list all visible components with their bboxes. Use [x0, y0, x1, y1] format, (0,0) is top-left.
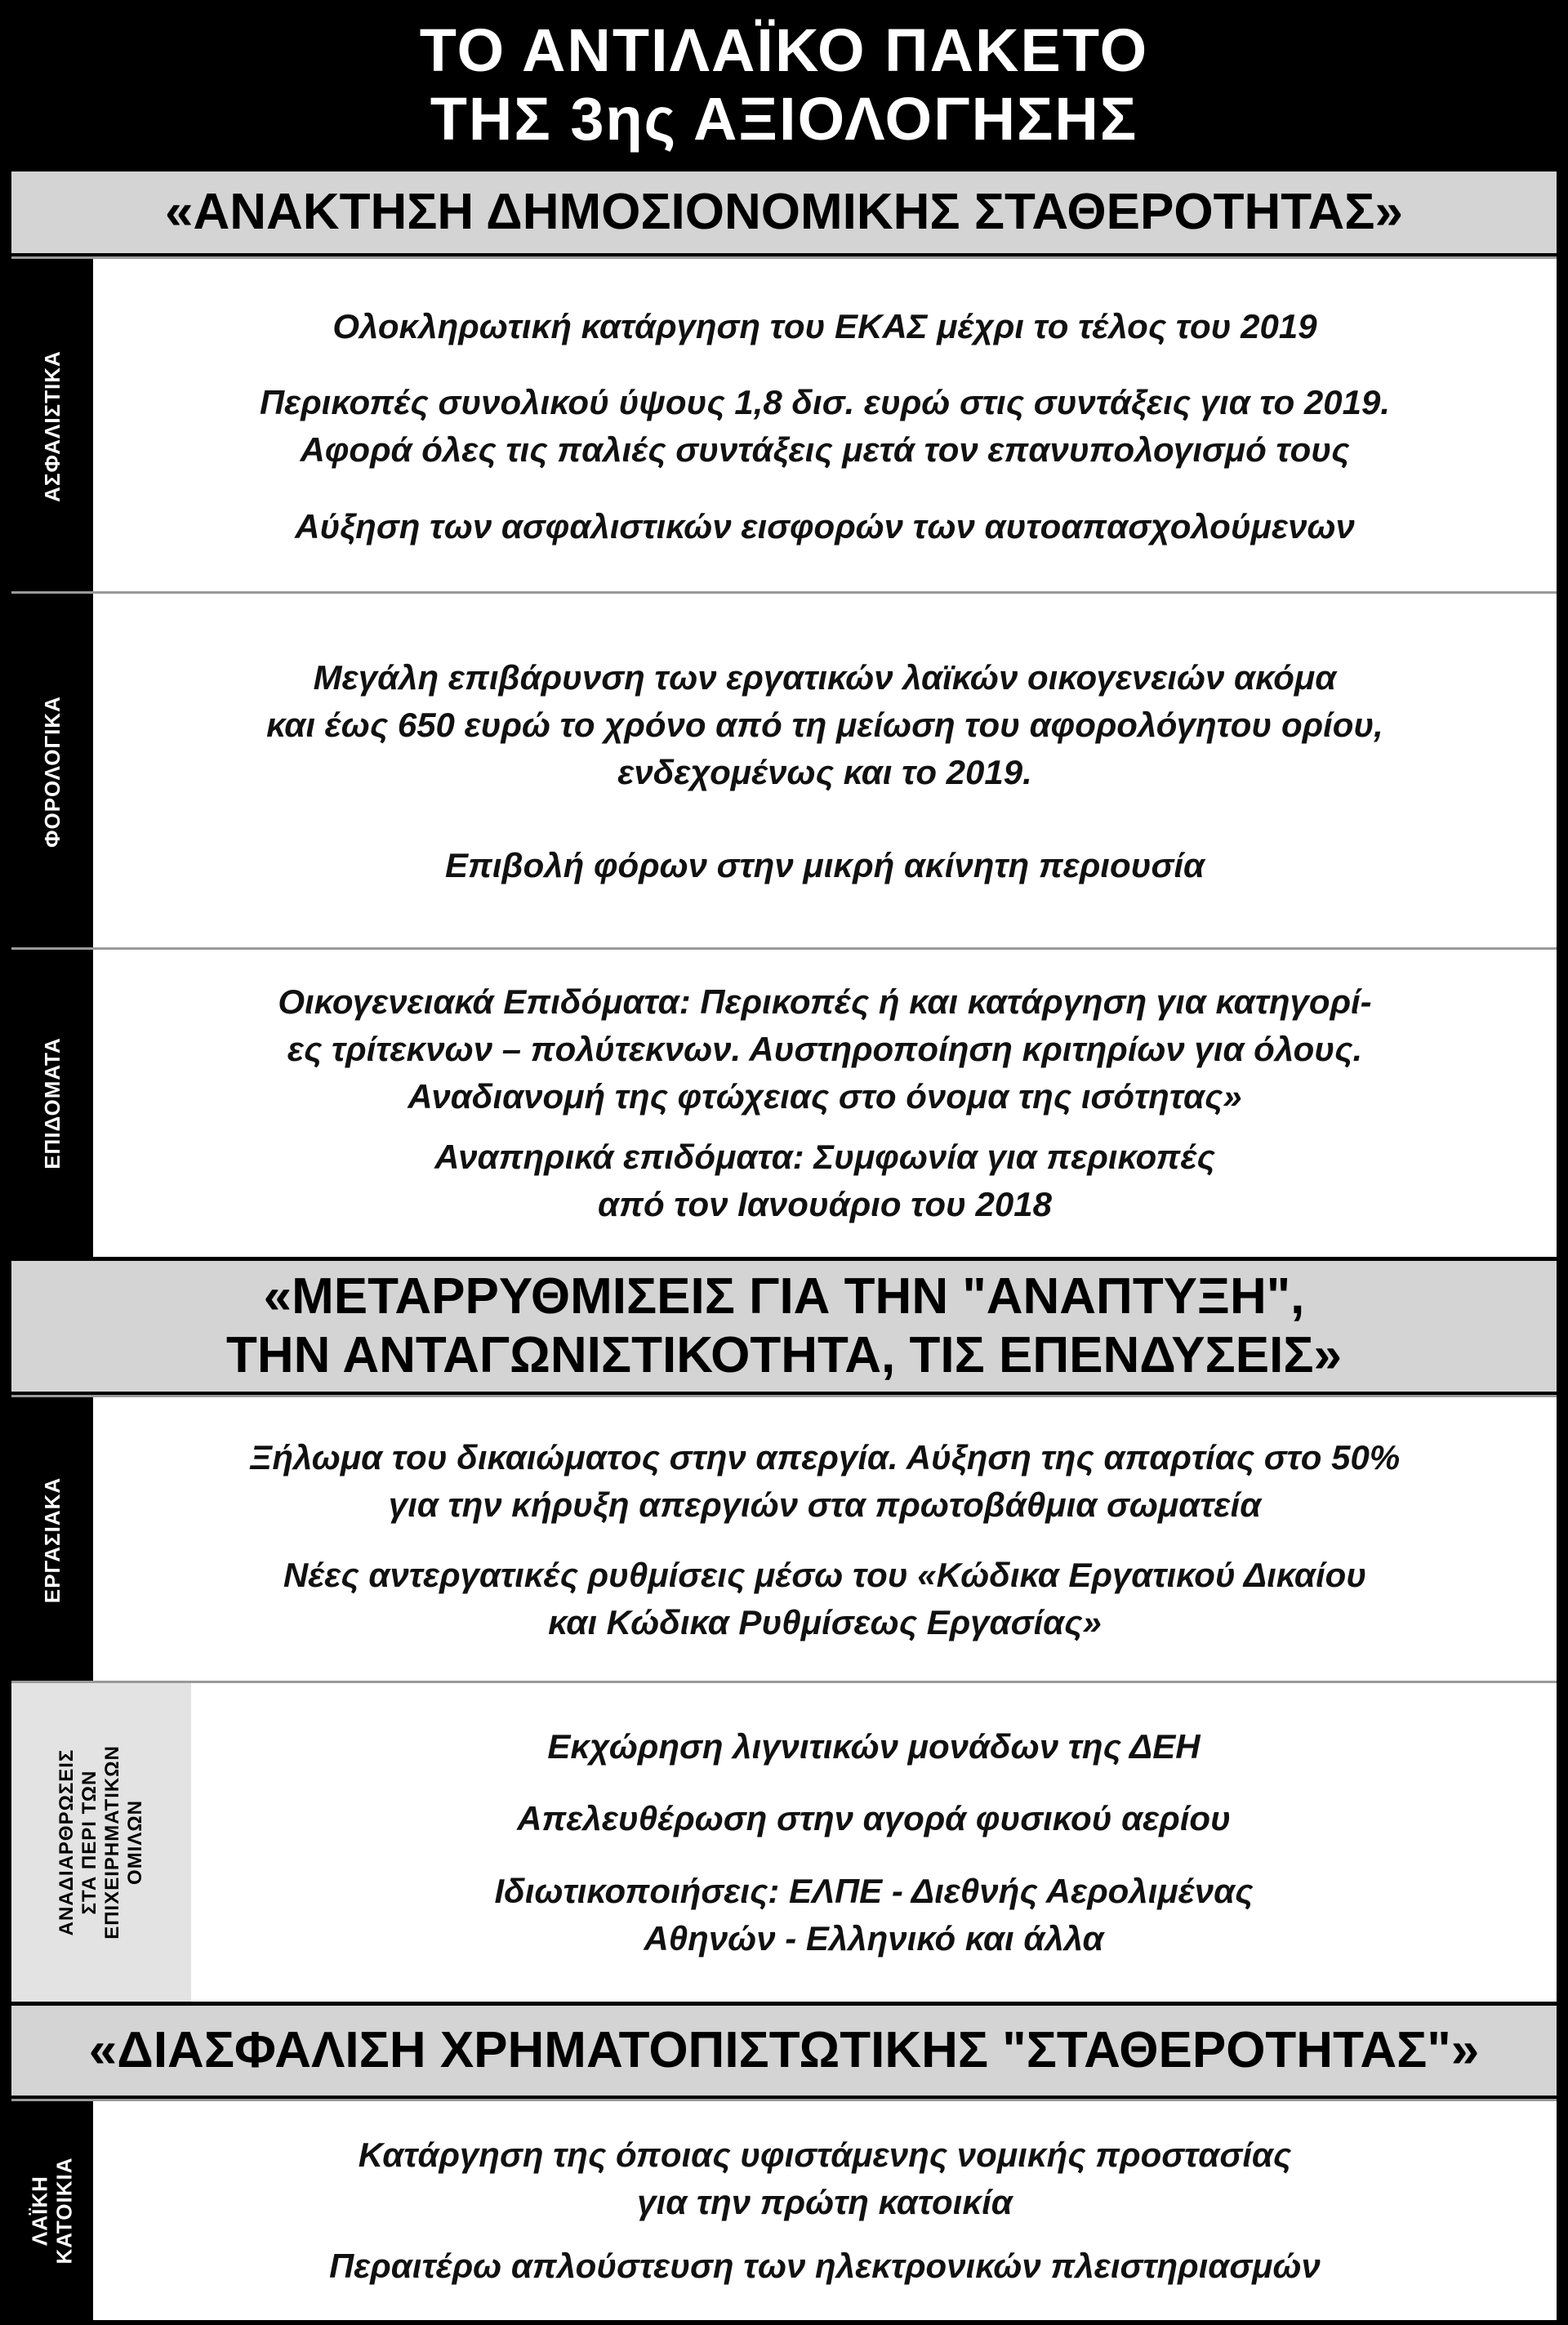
side-label-text — [56, 1745, 147, 1940]
item-line: Ξήλωμα του δικαιώματος στην απεργία. Αύξηση της απαρτίας στο 50% — [249, 1438, 1401, 1477]
side-label-line: ΚΑΤΟΙΚΙΑ — [52, 2157, 77, 2265]
side-label-text: ΕΠΙΔΟΜΑΤΑ — [40, 1037, 65, 1169]
list-item — [283, 1552, 1366, 1646]
list-item — [332, 303, 1316, 350]
item-line: ενδεχομένως και το 2019. — [617, 753, 1032, 791]
list-item — [266, 654, 1383, 796]
item-line: Αναπηρικά επιδόματα: Συμφωνία για περικοπές — [434, 1138, 1215, 1177]
band-items — [191, 1683, 1557, 2002]
title-line-1: ΤΟ ΑΝΤΙΛΑΪΚΟ ΠΑΚΕΤΟ — [419, 16, 1149, 84]
item-line: Μεγάλη επιβάρυνση των εργατικών λαϊκών οικογενειών ακόμα — [313, 658, 1337, 697]
item-line: Επιβολή φόρων στην μικρή ακίνητη περιουσία — [444, 846, 1205, 884]
list-item — [260, 379, 1390, 474]
band-housing — [11, 2099, 1557, 2320]
side-label-line: ΣΤΑ ΠΕΡΙ ΤΩΝ — [78, 1770, 101, 1915]
list-item — [547, 1723, 1200, 1770]
item-line: Οικογενειακά Επιδόματα: Περικοπές ή και κατάργηση για κατηγορί- — [278, 982, 1372, 1021]
item-line: Αθηνών - Ελληνικό και άλλα — [644, 1918, 1104, 1958]
side-label-line: ΑΝΑΔΙΑΡΘΡΩΣΕΙΣ — [56, 1748, 78, 1936]
side-label-taxation — [11, 594, 93, 950]
item-line: και έως 650 ευρώ το χρόνο από τη μείωση του αφορολόγητου ορίου, — [266, 706, 1383, 744]
side-label-text: ΑΣΦΑΛΙΣΤΙΚΑ — [40, 350, 65, 502]
item-line: Ιδιωτικοποιήσεις: ΕΛΠΕ - Διεθνής Αερολιμένας — [494, 1871, 1254, 1910]
item-line: για την κήρυξη απεργιών στα πρωτοβάθμια σωματεία — [388, 1485, 1262, 1525]
section-heading-line: «ΜΕΤΑΡΡΥΘΜΙΣΕΙΣ ΓΙΑ ΤΗΝ "ΑΝΑΠΤΥΞΗ", — [263, 1268, 1305, 1325]
list-item — [359, 2131, 1292, 2226]
section-heading-fiscal-stability — [11, 171, 1557, 253]
item-line: ες τρίτεκνων – πολύτεκνων. Αυστηροποίηση κριτηρίων για όλους. — [287, 1029, 1363, 1068]
band-insurance — [11, 256, 1557, 594]
item-line: Περικοπές συνολικού ύψους 1,8 δισ. ευρώ στις συντάξεις για το 2019. — [259, 383, 1390, 421]
band-items — [93, 950, 1557, 1257]
side-label-line: ΟΜΙΛΩΝ — [124, 1800, 147, 1885]
side-label-restructuring — [11, 1683, 191, 2002]
side-label-benefits — [11, 950, 93, 1257]
page-title — [5, 5, 1563, 165]
section-heading-line: «ΔΙΑΣΦΑΛΙΣΗ ΧΡΗΜΑΤΟΠΙΣΤΩΤΙΚΗΣ "ΣΤΑΘΕΡΟΤΗΤΑΣ"» — [88, 2022, 1480, 2078]
side-label-labour — [11, 1397, 93, 1683]
side-label-line: ΛΑΪΚΗ — [28, 2176, 52, 2246]
band-labour — [11, 1395, 1557, 1683]
list-item — [434, 1134, 1215, 1228]
side-label-text: ΦΟΡΟΛΟΓΙΚΑ — [40, 696, 65, 848]
band-items — [93, 259, 1557, 594]
side-label-text — [28, 2157, 77, 2264]
item-line: Αφορά όλες τις παλιές συντάξεις μετά τον επανυπολογισμό τους — [300, 430, 1350, 469]
band-taxation — [11, 591, 1557, 950]
list-item — [494, 1868, 1253, 1962]
band-benefits — [11, 947, 1557, 1257]
list-item — [250, 1434, 1400, 1529]
item-line: Αναδιανομή της φτώχειας στο όνομα της ισότητας» — [408, 1076, 1242, 1116]
section-heading-line: ΤΗΝ ΑΝΤΑΓΩΝΙΣΤΙΚΟΤΗΤΑ, ΤΙΣ ΕΠΕΝΔΥΣΕΙΣ» — [225, 1327, 1343, 1383]
list-item — [329, 2243, 1321, 2290]
section-heading-line: «ΑΝΑΚΤΗΣΗ ΔΗΜΟΣΙΟΝΟΜΙΚΗΣ ΣΤΑΘΕΡΟΤΗΤΑΣ» — [165, 184, 1403, 240]
title-line-2: ΤΗΣ 3ης ΑΞΙΟΛΟΓΗΣΗΣ — [430, 85, 1138, 153]
side-label-housing — [11, 2101, 93, 2320]
list-item — [517, 1795, 1231, 1842]
item-line: Νέες αντεργατικές ρυθμίσεις μέσω του «Κώδικα Εργατικού Δικαίου — [283, 1555, 1367, 1594]
list-item — [278, 978, 1371, 1120]
item-line: για την πρώτη κατοικία — [637, 2183, 1013, 2222]
side-label-text: ΕΡΓΑΣΙΑΚΑ — [40, 1477, 65, 1604]
side-label-line: ΕΠΙΧΕΙΡΗΜΑΤΙΚΩΝ — [101, 1745, 124, 1940]
band-items — [93, 2101, 1557, 2320]
list-item — [445, 842, 1205, 889]
item-line: και Κώδικα Ρυθμίσεως Εργασίας» — [548, 1602, 1102, 1641]
item-line: Εκχώρηση λιγνιτικών μονάδων της ΔΕΗ — [547, 1726, 1200, 1766]
item-line: Αύξηση των ασφαλιστικών εισφορών των αυτοαπασχολούμενων — [295, 506, 1355, 546]
item-line: Περαιτέρω απλούστευση των ηλεκτρονικών πλειστηριασμών — [329, 2246, 1321, 2285]
item-line: Κατάργηση της όποιας υφιστάμενης νομικής προστασίας — [358, 2136, 1292, 2175]
section-heading-reforms — [11, 1261, 1557, 1392]
item-line: Ολοκληρωτική κατάργηση του ΕΚΑΣ μέχρι το τέλος του 2019 — [332, 306, 1317, 345]
item-line: Απελευθέρωση στην αγορά φυσικού αερίου — [517, 1799, 1231, 1837]
section-heading-financial-stability — [11, 2006, 1557, 2096]
band-items — [93, 1397, 1557, 1683]
item-line: από τον Ιανουάριο του 2018 — [598, 1185, 1052, 1224]
band-restructuring — [11, 1681, 1557, 2002]
band-items — [93, 594, 1557, 950]
side-label-insurance — [11, 259, 93, 594]
list-item — [295, 503, 1355, 550]
